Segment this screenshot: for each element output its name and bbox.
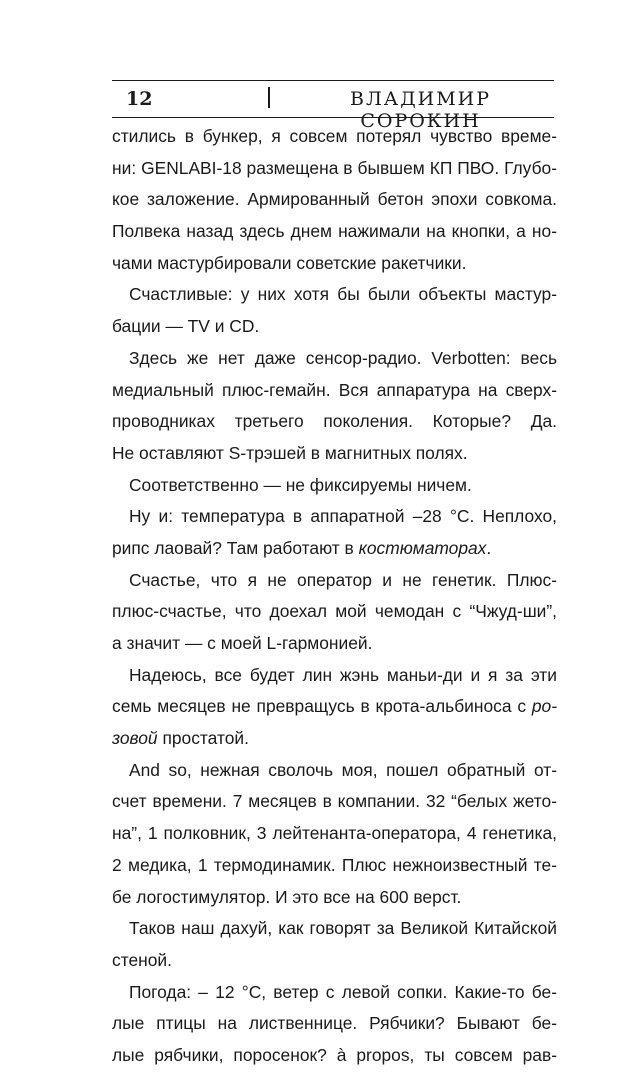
paragraph	[112, 660, 557, 755]
text-line: лые птицы на лиственнице. Рябчики? Бывают бе-	[112, 1013, 557, 1034]
paragraph	[112, 755, 557, 913]
text-line: Погода: – 12 °С, ветер с левой сопки. Какие-то бе-	[129, 981, 557, 1002]
text-line: а значит — с моей L-гармонией.	[112, 633, 373, 653]
text-line: Таков наш дахуй, как говорят за Великой Китайской	[129, 918, 557, 939]
text-run: простатой.	[157, 728, 249, 749]
text-line: Счастливые: у них хотя бы были объекты мастур-	[129, 284, 557, 305]
text-line: Соответственно — не фиксируемы ничем.	[129, 474, 472, 495]
paragraph	[112, 977, 557, 1072]
text-run: рипс лаовай? Там работают в	[112, 537, 359, 558]
paragraph	[112, 913, 557, 976]
text-line: на”, 1 полковник, 3 лейтенанта-оператора, 4 генетика,	[112, 823, 557, 844]
body-text	[112, 121, 557, 1072]
text-line: бации — TV и CD.	[112, 316, 260, 337]
text-line: проводниках третьего поколения. Которые? Да.	[112, 411, 557, 432]
paragraph	[112, 470, 557, 502]
paragraph	[112, 501, 557, 564]
running-header	[112, 80, 554, 132]
text-line: бе логостимулятор. И это все на 600 верст.	[112, 886, 462, 907]
italic-text: зовой	[112, 728, 158, 749]
text-run: семь месяцев не превращусь в крота-альбиноса с	[112, 696, 532, 717]
text-line: лые рябчики, поросенок? à propos, ты совсем рав-	[112, 1044, 557, 1065]
text-line: Здесь же нет даже сенсор-радио. Verbotten: весь	[129, 347, 557, 368]
text-line: 2 медика, 1 термодинамик. Плюс нежноизвестный те-	[112, 854, 557, 875]
text-line: плюс-счастье, что доехал мой чемодан с “Чжуд-ши”,	[112, 601, 557, 622]
paragraph	[112, 343, 557, 470]
text-line: чами мастурбировали советские ракетчики.	[112, 252, 467, 273]
text-line: кое заложение. Армированный бетон эпохи совкома.	[112, 189, 557, 210]
text-run: .	[486, 537, 492, 558]
text-line	[112, 723, 557, 755]
text-line: And so, нежная сволочь моя, пошел обратный от-	[129, 759, 557, 780]
text-line: счет времени. 7 месяцев в компании. 32 “белых жето-	[112, 791, 557, 812]
italic-text: костюматорах	[358, 537, 487, 558]
running-head-author: ВЛАДИМИР СОРОКИН	[349, 88, 492, 132]
text-line: ни: GENLABI-18 размещена в бывшем КП ПВО. Глубо-	[112, 157, 557, 178]
text-line: медиальный плюс-гемайн. Вся аппаратура на сверх-	[112, 379, 557, 400]
header-divider	[268, 87, 270, 108]
paragraph	[112, 121, 557, 279]
text-line: стеной.	[112, 949, 172, 970]
paragraph	[112, 279, 557, 342]
text-line: Полвека назад здесь днем нажимали на кнопки, а но-	[112, 221, 557, 242]
text-line: стились в бункер, я совсем потерял чувство време-	[112, 126, 557, 146]
text-line: Не оставляют S-трэшей в магнитных полях.	[112, 442, 468, 463]
text-line: Ну и: температура в аппаратной –28 °С. Неплохо,	[129, 506, 557, 527]
text-line	[112, 691, 557, 723]
italic-text: ро-	[531, 696, 557, 717]
paragraph	[112, 565, 557, 660]
page-number: 12	[126, 88, 153, 110]
text-line: Счастье, что я не оператор и не генетик. Плюс-	[129, 569, 557, 590]
text-line	[112, 533, 557, 565]
text-line: Надеюсь, все будет лин жэнь маньи-ди и я за эти	[129, 664, 557, 685]
